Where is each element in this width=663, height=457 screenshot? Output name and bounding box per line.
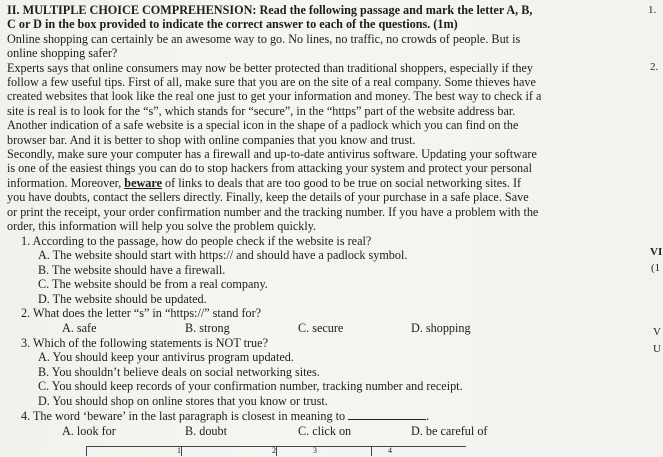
margin-fragment: VI (650, 246, 663, 258)
answer-blank[interactable] (348, 409, 426, 420)
beware-word: beware (124, 176, 162, 190)
question-1-option-c[interactable]: C. The website should be from a real company. (38, 277, 268, 291)
section-heading-line-1: II. MULTIPLE CHOICE COMPREHENSION: Read the following passage and mark the letter A, B, (7, 3, 533, 17)
passage-line: Online shopping can certainly be an awesome way to go. No lines, no traffic, no crowds of people. But is (7, 32, 521, 46)
question-2-option-b[interactable]: B. strong (185, 321, 230, 335)
passage-line: follow a few useful tips. First of all, make sure that you are on the site of a real company. Some thieves have (7, 75, 536, 89)
passage-line: Another indication of a safe website is a special icon in the shape of a padlock which you can find on the (7, 118, 519, 132)
question-1-option-b[interactable]: B. The website should have a firewall. (38, 263, 226, 277)
passage-line: site is real is to look for the “s”, which stands for “secure”, in the “https” part of the website address bar. (7, 104, 516, 118)
passage-line: Secondly, make sure your computer has a firewall and up-to-date antivirus software. Updating your software (7, 147, 537, 161)
question-2-stem: 2. What does the letter “s” in “https://” stand for? (21, 306, 262, 320)
question-1-option-d[interactable]: D. The website should be updated. (38, 292, 207, 306)
passage-line: or print the receipt, your order confirmation number and the tracking number. If you have a problem with the (7, 205, 539, 219)
answer-cell-2[interactable] (181, 446, 277, 456)
answer-cell-3[interactable] (276, 446, 372, 456)
passage-line: you have doubts, contact the sellers directly. Finally, keep the details of your purchase in a safe place. Save (7, 190, 529, 204)
question-2-option-c[interactable]: C. secure (298, 321, 344, 335)
question-3-stem: 3. Which of the following statements is NOT true? (21, 336, 268, 350)
answer-cell-number: 3 (313, 446, 317, 455)
passage-line: created websites that look like the real one just to get your information and money. The best way to check if a (7, 89, 542, 103)
question-4-option-d[interactable]: D. be careful of (411, 424, 488, 438)
margin-number: 2. (650, 61, 659, 73)
answer-cell-number: 1 (177, 446, 181, 455)
passage-line: is one of the easiest things you can do to stop hackers from attacking your system and protect your personal (7, 161, 532, 175)
passage-line: order, this information will help you solve the problem quickly. (7, 219, 317, 233)
passage-line-beware (7, 176, 521, 190)
passage-text: of links to deals that are too good to be true on social networking sites. If (161, 176, 522, 190)
answer-cell-number: 4 (388, 446, 392, 455)
passage-text: information. Moreover, (7, 176, 125, 190)
question-3-option-b[interactable]: B. You shouldn’t believe deals on social networking sites. (38, 365, 320, 379)
margin-fragment: V (653, 326, 661, 338)
passage-line: online shopping safer? (7, 46, 118, 60)
question-4-option-b[interactable]: B. doubt (185, 424, 227, 438)
question-3-option-d[interactable]: D. You should shop on online stores that you know or trust. (38, 394, 328, 408)
passage-line: Experts says that online consumers may now be better protected than traditional shoppers, especially if they (7, 61, 533, 75)
section-heading-line-2: C or D in the box provided to indicate the correct answer to each of the questions. (1m) (7, 17, 458, 31)
passage-line: browser bar. And it is better to shop with online companies that you know and trust. (7, 133, 416, 147)
question-1-stem: 1. According to the passage, how do people check if the website is real? (21, 234, 372, 248)
margin-fragment: (1 (651, 262, 661, 274)
question-2-option-a[interactable]: A. safe (62, 321, 97, 335)
answer-cell-number: 2 (272, 446, 276, 455)
question-2-option-d[interactable]: D. shopping (411, 321, 471, 335)
question-3-option-a[interactable]: A. You should keep your antivirus program updated. (38, 350, 294, 364)
question-4-option-c[interactable]: C. click on (298, 424, 352, 438)
question-4-stem-text: 4. The word ‘beware’ in the last paragraph is closest in meaning to (21, 409, 346, 423)
question-4-stem: 4. The word ‘beware’ in the last paragraph is closest in meaning to . (21, 409, 430, 423)
margin-number: 1. (648, 4, 657, 16)
answer-cell-4[interactable] (371, 446, 467, 456)
question-4-option-a[interactable]: A. look for (62, 424, 116, 438)
answer-cell-1[interactable] (86, 446, 182, 456)
margin-fragment: U (653, 343, 661, 355)
question-3-option-c[interactable]: C. You should keep records of your confirmation number, tracking number and receipt. (38, 379, 463, 393)
question-1-option-a[interactable]: A. The website should start with https:// and should have a padlock symbol. (38, 248, 408, 262)
